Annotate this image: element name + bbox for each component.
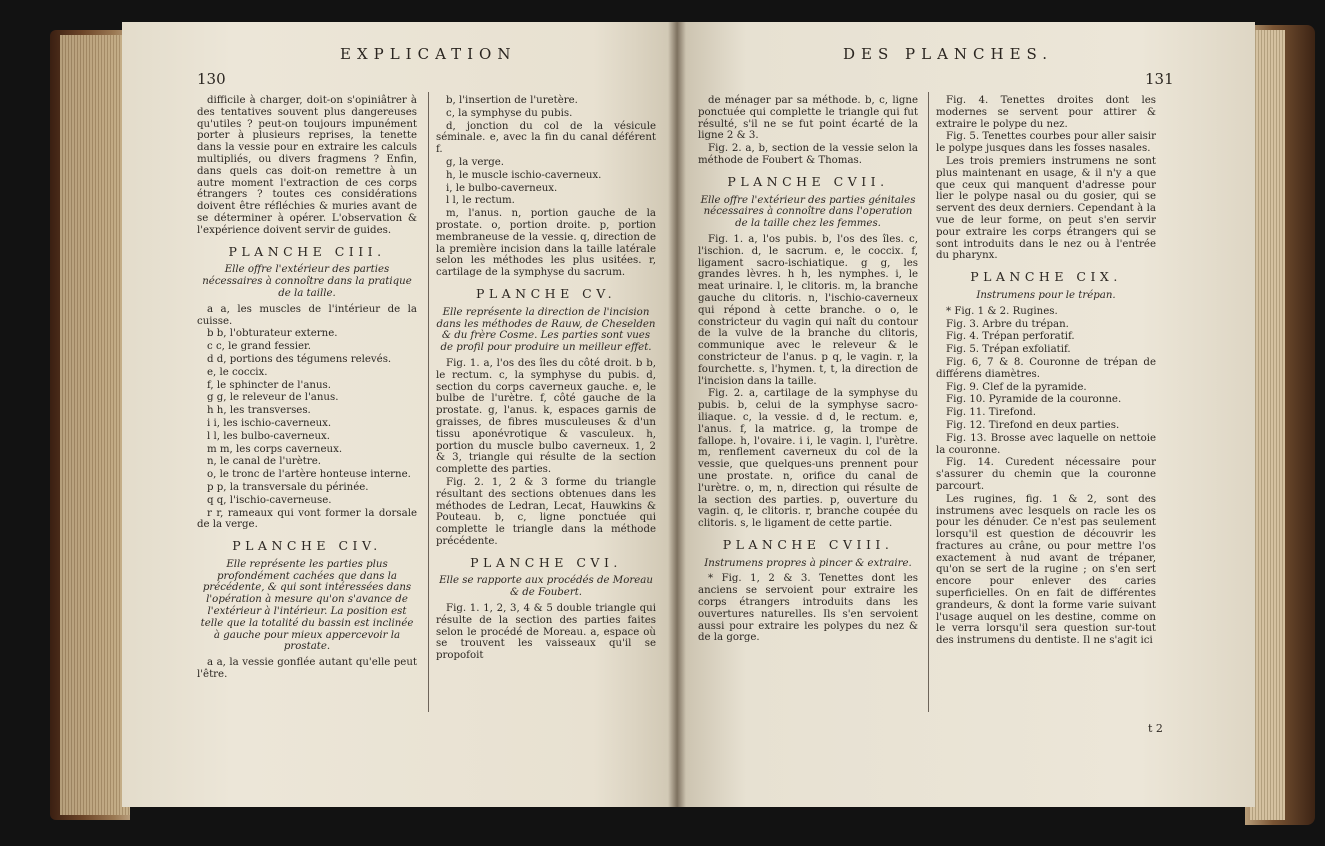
- paragraph: r r, rameaux qui vont former la dorsale de la verge.: [197, 507, 417, 531]
- paragraph: Fig. 2. 1, 2 & 3 forme du triangle résultant des sections obtenues dans les méthodes de Ledran, Lecat, Hauwkins & Pouteau. b, c, ligne ponctuée qui complette le triangle dans la méthode précédente.: [436, 476, 656, 547]
- paragraph: m, l'anus. n, portion gauche de la prostate. o, portion droite. p, portion membraneuse de la vessie. q, direction de la première incision dans la taille latérale selon les méthodes les plus usitées. r, cartilage de la symphyse du sacrum.: [436, 208, 656, 279]
- paragraph: i i, les ischio-caverneux.: [207, 417, 332, 429]
- paragraph: o, le tronc de l'artère honteuse interne.: [207, 469, 411, 481]
- paragraph: Les trois premiers instrumens ne sont plus maintenant en usage, & il n'y a que que ceux qui manquent d'adresse pour lier le polype nasal ou du gosier, qui se servent des deux derniers. Cependant à la vue de leur forme, on peut s'en servir pour extraire les corps étrangers qui se sont introduits dans le nez ou à l'entrée du pharynx.: [936, 155, 1156, 262]
- paragraph: e, le coccix.: [207, 366, 268, 378]
- paragraph: Fig. 9. Clef de la pyramide.: [946, 381, 1087, 393]
- running-head-right: DES PLANCHES.: [843, 45, 1054, 63]
- paragraph: m m, les corps caverneux.: [207, 443, 343, 455]
- paragraph: Fig. 3. Arbre du trépan.: [946, 318, 1069, 330]
- plate-heading: PLANCHE CVII.: [727, 173, 889, 189]
- paragraph: g g, le releveur de l'anus.: [207, 392, 339, 404]
- paragraph: d, jonction du col de la vésicule séminale. e, avec la fin du canal déférent f.: [436, 120, 656, 156]
- paragraph: l l, le rectum.: [446, 195, 515, 207]
- paragraph: d d, portions des tégumens relevés.: [207, 353, 392, 365]
- paragraph: n, le canal de l'urètre.: [207, 456, 322, 468]
- paragraph: Fig. 1. a, l'os des îles du côté droit. b b, le rectum. c, la symphyse du pubis. d, section du corps caverneux gauche. e, le bulbe de l'urètre. f, côté gauche de la prostate. g, l'anus. k, espaces garnis de graisses, de fibres musculeuses & d'un tissu aponévrotique & vasculeux. h, portion du muscle bulbo caverneux. 1, 2 & 3, triangle qui résulte de la section complette des parties.: [436, 357, 656, 476]
- plate-heading: PLANCHE CVIII.: [722, 536, 894, 552]
- paragraph: de ménager par sa méthode. b, c, ligne ponctuée qui complette le triangle qui fut résulté, s'il ne se fut point écarté de la ligne 2 & 3.: [698, 95, 918, 142]
- paragraph: f, le sphincter de l'anus.: [207, 379, 331, 391]
- paragraph: h h, les transverses.: [207, 405, 311, 417]
- paragraph: c c, le grand fessier.: [207, 341, 311, 353]
- running-head-left: EXPLICATION: [340, 45, 517, 63]
- paragraph: Fig. 4. Tenettes droites dont les modernes se servent pour attirer & extraire le polype du nez.: [936, 95, 1156, 130]
- paragraph: Fig. 12. Tirefond en deux parties.: [946, 419, 1120, 431]
- paragraph: Les rugines, fig. 1 & 2, sont des instrumens avec lesquels on racle les os pour les dénuder. Ce n'est pas seulement lorsqu'il est question de découvrir les fractures au crâne, ou pour mettre l'os exactement à nud avant de trépaner, qu'on se sert de la rugine ; on s'en sert encore pour enlever des caries superficielles. On en fait de différentes grandeurs, & dont la forme varie suivant l'usage auquel on les destine, comme on le verra lorsqu'il sera question sur-tout des instrumens du dentiste. Il ne s'agit ici: [936, 493, 1156, 647]
- paragraph: b, l'insertion de l'uretère.: [446, 95, 578, 106]
- plate-heading: PLANCHE CIII.: [228, 243, 386, 259]
- page-number-left: 130: [197, 70, 226, 88]
- paragraph: i, le bulbo-caverneux.: [446, 182, 558, 194]
- paragraph: * Fig. 1, 2 & 3. Tenettes dont les anciens se servoient pour extraire les corps étrangers introduits dans les ouvertures naturelles. Ils s'en servoient aussi pour extraire les polypes du nez & de la gorge.: [698, 573, 918, 644]
- paragraph: l l, les bulbo-caverneux.: [207, 430, 330, 442]
- paragraph: Fig. 5. Trépan exfoliatif.: [946, 344, 1071, 356]
- paragraph: Fig. 1. 1, 2, 3, 4 & 5 double triangle qui résulte de la section des parties faites selon le procédé de Moreau. a, espace où se trouvent les vaisseaux qu'il se propofoit: [436, 603, 656, 662]
- paragraph: q q, l'ischio-caverneuse.: [207, 494, 332, 506]
- plate-heading: PLANCHE CV.: [475, 285, 617, 301]
- paragraph: a a, les muscles de l'intérieur de la cuisse.: [197, 303, 417, 327]
- paragraph: Fig. 5. Tenettes courbes pour aller saisir le polype jusques dans les fosses nasales.: [936, 131, 1156, 155]
- paragraph: Fig. 6, 7 & 8. Couronne de trépan de différens diamètres.: [936, 356, 1156, 380]
- plate-caption: Elle offre l'extérieur des parties nécessaires à connoître dans la pratique de la taille.: [202, 264, 412, 299]
- plate-caption: Elle représente les parties plus profondément cachées que dans la précédente, & qui sont intéressées dans l'opération à mesure qu'on s'avance de l'extérieur à l'intérieur. La position est telle que la totalité du bassin est inclinée à gauche pour mieux appercevoir la prostate.: [200, 558, 414, 653]
- plate-caption: Instrumens propres à pincer & extraire.: [704, 557, 912, 569]
- paragraph: Fig. 4. Trépan perforatif.: [946, 331, 1075, 343]
- plate-caption: Elle offre l'extérieur des parties génitales nécessaires à connoître dans l'operation de la taille chez les femmes.: [700, 194, 916, 230]
- paragraph: g, la verge.: [446, 156, 505, 168]
- paragraph: Fig. 1. a, l'os pubis. b, l'os des îles. c, l'ischion. d, le sacrum. e, le coccix. f, ligament sacro-ischiatique. g g, les grandes lèvres. h h, les nymphes. i, le meat urinaire. l, le clitoris. m, la branche gauche du clitoris. n, l'ischio-caverneux qui répond à cette branche. o o, le constricteur du vagin qui naît du contour de la vulve de la branche du clitoris, communique avec le releveur & le constricteur de l'anus. p q, le vagin. r, la fourchette. s, l'hymen. t, t, la direction de l'incision dans la taille.: [698, 233, 918, 387]
- plate-caption: Elle représente la direction de l'incision dans les méthodes de Rauw, de Cheselden & du frère Cosme. Les parties sont vues de profil pour produire un meilleur effet.: [436, 306, 656, 354]
- paragraph: Fig. 13. Brosse avec laquelle on nettoie la couronne.: [936, 432, 1156, 456]
- plate-caption: Elle se rapporte aux procédés de Moreau & de Foubert.: [439, 575, 653, 599]
- right-column-2: [936, 95, 1156, 648]
- signature-mark: t 2: [1148, 722, 1163, 735]
- plate-caption: Instrumens pour le trépan.: [976, 289, 1116, 301]
- column-rule-left: [428, 92, 429, 712]
- paragraph: b b, l'obturateur externe.: [207, 328, 338, 340]
- column-rule-right: [928, 92, 929, 712]
- left-column-1: [197, 95, 417, 682]
- paragraph: Fig. 14. Curedent nécessaire pour s'assurer du chemin que la couronne parcourt.: [936, 457, 1156, 492]
- paragraph: p p, la transversale du périnée.: [207, 481, 369, 493]
- left-column-2: [436, 95, 656, 663]
- paragraph: h, le muscle ischio-caverneux.: [446, 169, 602, 181]
- right-column-1: [698, 95, 918, 645]
- plate-heading: PLANCHE CIV.: [232, 538, 382, 554]
- paragraph: difficile à charger, doit-on s'opiniâtrer à des tentatives souvent plus dangereuses qu'utiles ? peut-on toujours impunément porter à plusieurs reprises, la tenette dans la vessie pour en extraire les calculs multipliés, ou divers fragmens ? Enfin, dans quels cas doit-on remettre à un autre moment l'extraction de ces corps étrangers ? toutes ces considérations doivent être réfléchies & muries avant de se déterminer à opérer. L'observation & l'expérience doivent servir de guides.: [197, 95, 417, 236]
- plate-heading: PLANCHE CIX.: [970, 269, 1122, 285]
- paragraph: Fig. 10. Pyramide de la couronne.: [946, 394, 1122, 406]
- plate-heading: PLANCHE CVI.: [470, 554, 622, 570]
- page-number-right: 131: [1145, 70, 1174, 88]
- paragraph: Fig. 2. a, b, section de la vessie selon la méthode de Foubert & Thomas.: [698, 143, 918, 166]
- page-edges-right: [1250, 30, 1285, 820]
- paragraph: c, la symphyse du pubis.: [446, 107, 573, 119]
- paragraph: a a, la vessie gonflée autant qu'elle peut l'être.: [197, 657, 417, 681]
- page-edges-left: [60, 35, 130, 815]
- book-gutter: [668, 22, 686, 807]
- paragraph: * Fig. 1 & 2. Rugines.: [946, 305, 1058, 317]
- paragraph: Fig. 11. Tirefond.: [946, 407, 1036, 419]
- paragraph: Fig. 2. a, cartilage de la symphyse du pubis. b, celui de la symphyse sacro-iliaque. c, la vessie. d d, le rectum. e, l'anus. f, la matrice. g, la trompe de fallope. h, l'ovaire. i i, le vagin. l, l'urètre. m, renflement caverneux du col de la vessie, que quelques-uns prennent pour une prostate. n, orifice du canal de l'urètre. o, m, n, direction qui résulte de la section des parties. p, ouverture du vagin. q, le clitoris. r, branche coupée du clitoris. s, le ligament de cette partie.: [698, 388, 918, 530]
